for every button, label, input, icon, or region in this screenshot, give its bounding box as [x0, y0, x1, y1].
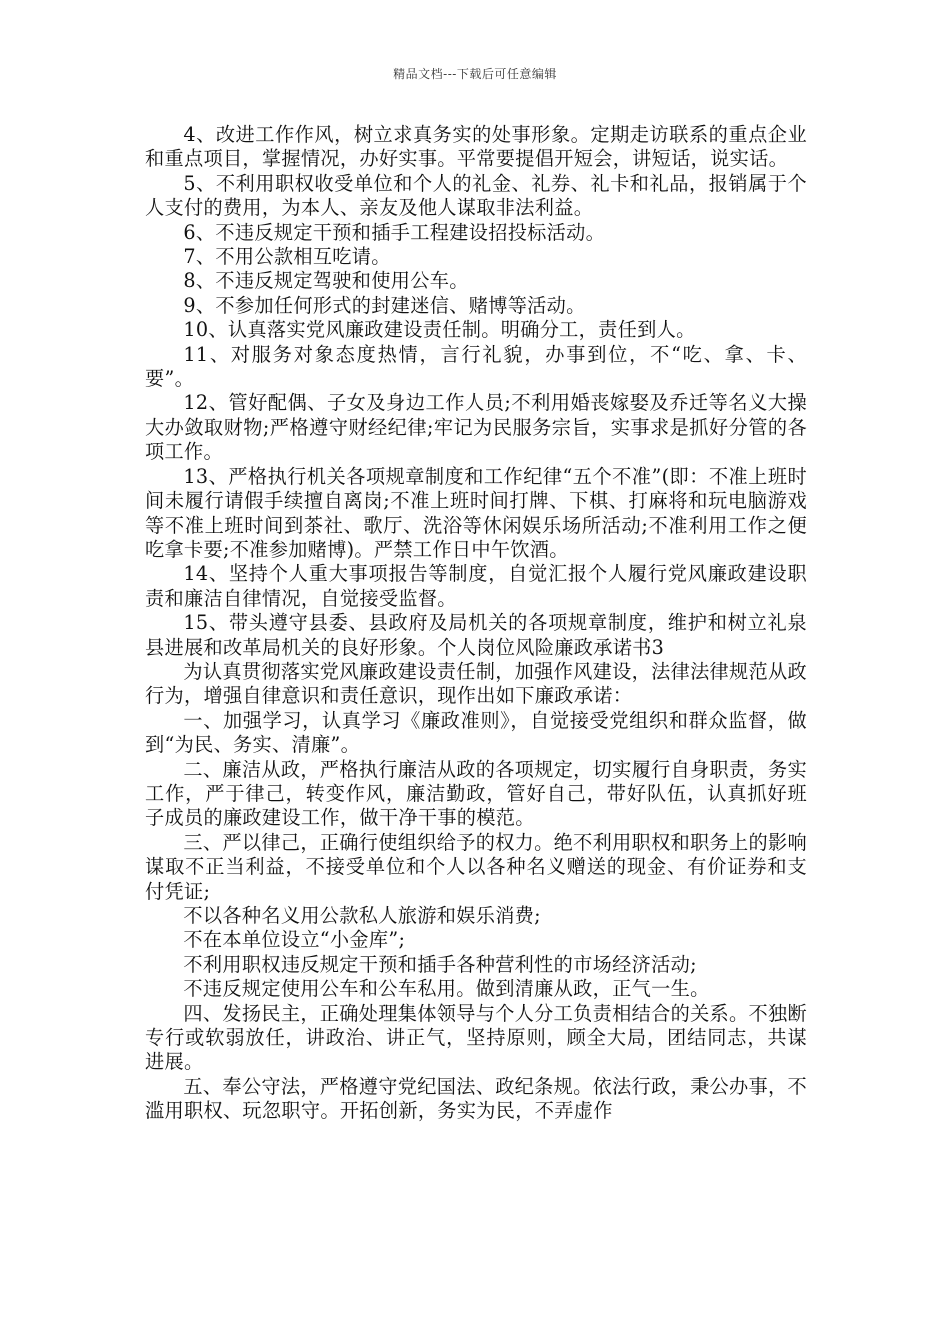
commitment-5: 五、奉公守法，严格遵守党纪国法、政纪条规。依法行政，秉公办事，不滥用职权、玩忽职守。开拓创新，务实为民，不弄虚作 — [145, 1074, 807, 1123]
page-header: 精品文档---下载后可任意编辑 — [393, 67, 557, 81]
paragraph-5: 5、不利用职权收受单位和个人的礼金、礼券、礼卡和礼品，报销属于个人支付的费用，为本人、亲友及他人谋取非法利益。 — [145, 171, 807, 220]
paragraph-8: 8、不违反规定驾驶和使用公车。 — [183, 269, 469, 293]
paragraph-14: 14、坚持个人重大事项报告等制度，自觉汇报个人履行党风廉政建设职责和廉洁自律情况，自觉接受监督。 — [145, 562, 807, 610]
commitment-intro: 为认真贯彻落实党风廉政建设责任制，加强作风建设，法律法律规范从政行为，增强自律意识和责任意识，现作出如下廉政承诺： — [145, 659, 807, 708]
paragraph-12: 12、管好配偶、子女及身边工作人员;不利用婚丧嫁娶及乔迁等名义大操大办敛取财物;严格遵守财经纪律;牢记为民服务宗旨，实事求是抓好分管的各项工作。 — [145, 391, 807, 464]
paragraph-4: 4、改进工作作风，树立求真务实的处事形象。定期走访联系的重点企业和重点项目，掌握情况，办好实事。平常要提倡开短会，讲短话，说实话。 — [145, 123, 807, 171]
paragraph-15: 15、带头遵守县委、县政府及局机关的各项规章制度，维护和树立礼泉县进展和改革局机关的良好形象。个人岗位风险廉政承诺书3 — [145, 611, 807, 659]
paragraph-11: 11、对服务对象态度热情，言行礼貌，办事到位，不“吃、拿、卡、要”。 — [145, 342, 807, 391]
commitment-3-item-c: 不利用职权违反规定干预和插手各种营利性的市场经济活动; — [183, 952, 697, 976]
paragraph-13: 13、严格执行机关各项规章制度和工作纪律“五个不准”(即：不准上班时间未履行请假手续擅自离岗;不准上班时间打牌、下棋、打麻将和玩电脑游戏等不准上班时间到茶社、歌厅、洗浴等休闲娱乐场所活动;不准利用工作之便吃拿卡要;不准参加赌博)。严禁工作日中午饮酒。 — [145, 464, 807, 561]
commitment-3: 三、严以律己，正确行使组织给予的权力。绝不利用职权和职务上的影响谋取不正当利益，不接受单位和个人以各种名义赠送的现金、有价证券和支付凭证; — [145, 830, 807, 903]
commitment-3-item-a: 不以各种名义用公款私人旅游和娱乐消费; — [183, 904, 541, 927]
commitment-3-item-d: 不违反规定使用公车和公车私用。做到清廉从政，正气一生。 — [183, 977, 710, 1001]
document-body — [145, 123, 807, 1124]
commitment-1: 一、加强学习，认真学习《廉政准则》，自觉接受党组织和群众监督，做到“为民、务实、清廉”。 — [145, 708, 807, 757]
paragraph-6: 6、不违反规定干预和插手工程建设招投标活动。 — [183, 220, 606, 244]
paragraph-7: 7、不用公款相互吃请。 — [183, 245, 391, 269]
commitment-3-item-b: 不在本单位设立“小金库”; — [183, 928, 406, 952]
commitment-2: 二、廉洁从政，严格执行廉洁从政的各项规定，切实履行自身职责，务实工作，严于律己，转变作风，廉洁勤政，管好自己，带好队伍，认真抓好班子成员的廉政建设工作，做干净干事的模范。 — [145, 757, 807, 830]
commitment-4: 四、发扬民主，正确处理集体领导与个人分工负责相结合的关系。不独断专行或软弱放任，讲政治、讲正气，坚持原则，顾全大局，团结同志，共谋进展。 — [145, 1001, 807, 1074]
paragraph-9: 9、不参加任何形式的封建迷信、赌博等活动。 — [183, 293, 586, 317]
paragraph-10: 10、认真落实党风廉政建设责任制。明确分工，责任到人。 — [183, 318, 696, 342]
